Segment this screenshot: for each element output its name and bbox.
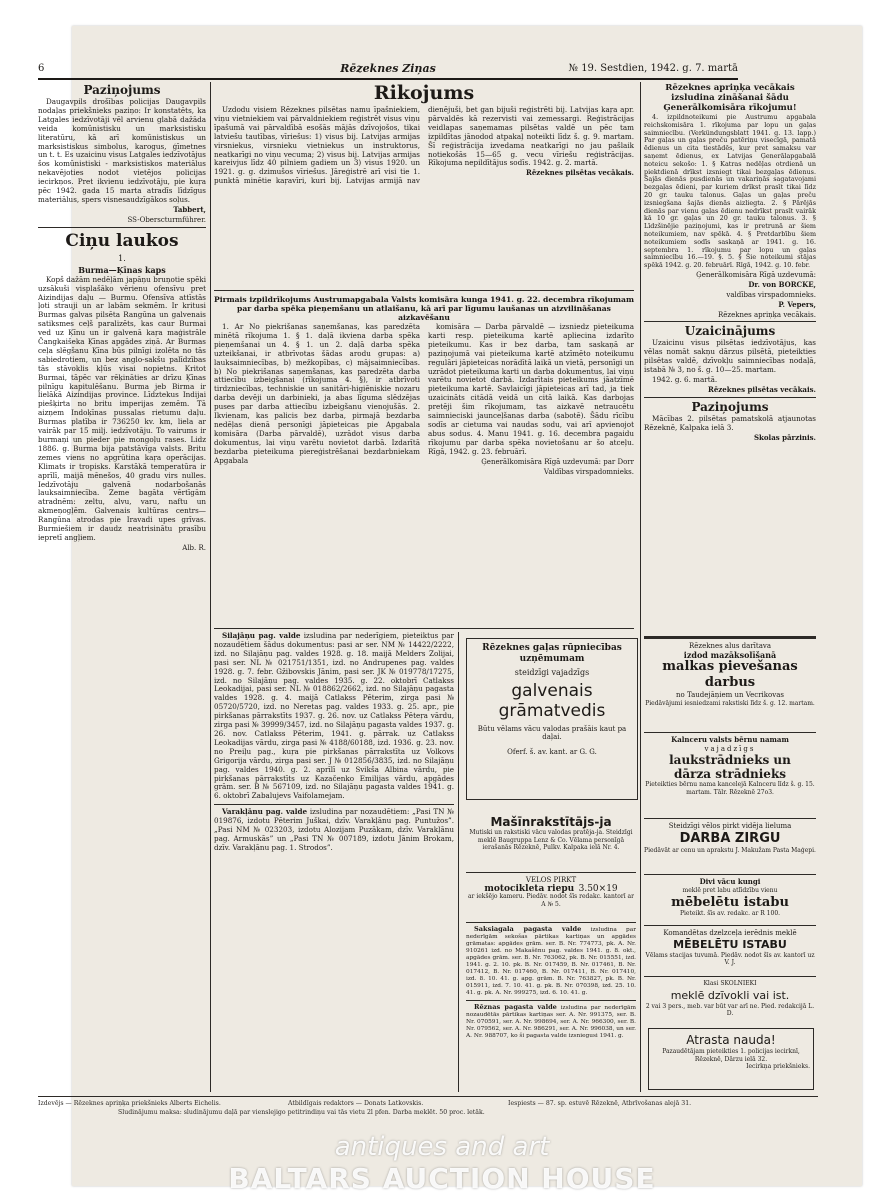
county-signature-title: valdības virspadomnieks. xyxy=(726,290,816,299)
article-signature: Alb. R. xyxy=(182,543,206,552)
county-body: 4. izpildnoteikumi pie Austrumu apgabala reichskomisāra 1. rīkojuma par lopu un gaļas saimniecību. (Verkündungsblatt 1941. g. 13. lapp.) Par gaļas un gaļas preču patēriņu visecīgā, pamatā ēdienus un cita tiestādēs, kur pret samaksu var saņemt ēdienus, ex Latvijas Ģenerālapgabalā noteicu sekošo: 1. § Katras nedēļas otrdienā un piektdienā drīkst izsniegt tikai bezgaļas ēdienus. Šajās dienās pusdienās un vakariņās sagatavojami bezgaļas ēdieni, par kuriem drīkst prasīt tikai līdz 20 gr. tauku talonus. Gaļas un gaļas preču izsniegšana šajās dienās aizliegta. 2. § Pārējās dienās par vienu gaļas ēdienu nedrīkst prasīt vairāk kā 10 gr. gaļas un 20 gr. tauku talonus. 3. § Līdzšinējie paziņojumi, kas ir pretrunā ar šiem noteikumiem, nav spēkā. 4. § Pretdarbību šiem noteikumiem sodīs saskaņā ar 1941. g. 16. septembra 1. rīkojumu par lopu un gaļas saimniecību 16.—19. §. 5. § Šie noteikumi stājas spēkā 1942. g. 20. februārī. Rīgā, 1942. g. 10. febr. xyxy=(644,113,816,270)
ad-room-1-top: Divi vācu kungi xyxy=(699,878,761,886)
ad-orphanage-mid: vajadzīgs xyxy=(704,744,756,753)
ad-accountant xyxy=(466,638,638,800)
ad-tire-top: VĒLOS PIRKT xyxy=(525,876,577,884)
ad-room-3-big: meklē dzīvokli vai ist. xyxy=(670,988,790,1002)
county-elder-title: Rēzeknes apriņķa vecākais. xyxy=(717,310,816,319)
column-divider xyxy=(640,82,641,1092)
section-divider xyxy=(214,628,634,629)
orders-left: 1. Ar No piekrišanas saņemšanas, kas paredzēta minētā rīkojuma 1. § 1. daļā ikviena darba spēka pieņemšanai un 4. § 1. un 2. daļā darba spēka uzteikšanai, ir atbrīvotas šādas arodu grupas: a) lauksaimniecības, b) mežkopības, c) mājsaimniecības. b) No piekrišanas saņemšanas, kas paredzēta darba attiecību izbeigšanai (rīkojuma 4. §), ir atbrīvoti tirdzniecības, techniskie un sanitāri-higiēniskie nozaru darba devēji un darbinieki, ja abas līguma slēdzējas puses par darba attiecību izbeigšanu vienojušās. 2. Ikvienam, kas palicis bez darba, pirmajā bezdarba nedēļas dienā personīgi jāpieteicas pie Apgabala komisāra (Darba pārvaldē), uzrādot visus darba dokumentus, lai viņu varētu novietot darbā. Izdarītā bezdarba pieteikuma piereģistrēšanai bezdarbniekam Apgabala xyxy=(214,322,420,465)
section-divider xyxy=(644,636,816,639)
ad-typist-title: Mašīnrakstītājs-ja xyxy=(490,815,612,829)
ad-room-1-mid: meklē pret labu atlīdzību vienu xyxy=(682,886,778,894)
footer-editor: Atbildīgais redaktors — Donats Latkovskis. xyxy=(288,1100,424,1107)
ad-orphanage-big1: laukstrādnieks un xyxy=(669,753,791,768)
ad-found-money xyxy=(648,1028,814,1090)
ad-brewery-small: Piedāvājumi iesniedzami rakstiski līdz š. g. 12. martam. xyxy=(645,699,815,707)
watermark-line-2: BALTARS AUCTION HOUSE xyxy=(228,1162,656,1195)
invitation-signature: Rēzeknes pilsētas vecākais. xyxy=(708,385,816,394)
orders-signature-title: Valdības virspadomnieks. xyxy=(543,467,634,476)
ad-room-2 xyxy=(644,929,816,973)
notice-signature-title: SS-Oberscturmführer. xyxy=(127,215,206,224)
ad-room-1-small: Pieteikt. šīs av. redakc. ar R 100. xyxy=(679,910,781,918)
ad-orphanage-small: Pieteikties bērnu nama kancelejā Kalnceru līdz š. g. 15. martam. Tālr. Rēzeknē 27o3. xyxy=(645,781,815,796)
footer-publisher: Izdevējs — Rēzeknes apriņķa priekšnieks Alberts Eichelis. xyxy=(38,1100,221,1107)
invitation-body: Uzaicinu visus pilsētas iedzīvotājus, kas vēlas nomāt sakņu dārzus pilsētā, pieteikties pilsētas valdē, dzīvokļu saimniecības nodaļā, istabā № 3, no š. g. 10—25. martam. xyxy=(644,338,816,375)
ad-room-3-top: Klasi SKOLNIEKI xyxy=(703,980,757,987)
reznas-notice: Rēznas pagasta valde izsludina par nederīgām nozaudētās pārtikas kartiņas ser. A. Nr. 991375, ser. B. Nr. 070591, ser. A. Nr. 998694, ser. A. Nr. 966300, ser. B. Nr. 079562, ser. A. Nr. 986291, ser. A. Nr. 996038, un ser. A. Nr. 988707, ko ši pagasta valde izsniegusi 1941. g. xyxy=(466,1004,636,1039)
ad-room-2-small: Vēlams stacijas tuvumā. Piedāv. nodot šīs av. kantorī uz V. J. xyxy=(645,951,815,967)
masthead: Rēzeknes Ziņas xyxy=(340,62,436,75)
column-divider xyxy=(210,82,211,1092)
ad-accountant-small: Oferf. š. av. kant. ar G. G. xyxy=(507,747,597,756)
ad-brewery xyxy=(644,642,816,728)
section-divider xyxy=(466,872,636,873)
column-1 xyxy=(38,82,206,1092)
section-divider xyxy=(214,804,454,805)
notice-body: Daugavpils drošības policijas Daugavpils nodaļas priekšnieks paziņo: Ir konstatēts, ka Latgales iedzīvotāji vēl arvienu glabā dažāda veida komūnistisku un marksistisku literatūru, kā arī komūnistiskus un marksistiskus simbolus, karogus, ģīmetnes un t. t. Es uzaicinu visus Latgales iedzīvotājus šos komūnistiski - marksistiskos materiālus nekavējoties nodot vietējos policijas iecirkņos. Pret ikvienu iedzīvotāju, pie kuŗa pēc 1942. gada 15 marta atradīs līdzīgus materiālus, spers visnesaudzīgākos soļus. xyxy=(38,97,206,204)
county-signature: Ģenerālkomisāra Rīgā uzdevumā: xyxy=(696,270,816,279)
ad-orphanage-top: Kalnceru valsts bērnu namam xyxy=(671,736,789,744)
issue-date: № 19. Sestdien, 1942. g. 7. martā xyxy=(568,63,738,74)
ad-room-3-small: 2 vai 3 pers., meb. var būt var arī ne. Pied. redakcijā L. D. xyxy=(645,1002,815,1018)
orders-heading: Pirmais izpildrīkojums Austrumapgabala Valsts komisāra kunga 1941. g. 22. decembra rīkojumam par darba spēka pieņemšanu un atlaišanu, kā arī par līgumu laušanas un aizvilināšanas aizkavēšanu xyxy=(214,295,634,322)
ad-accountant-big: galvenais grāmatvedis xyxy=(498,680,606,721)
section-title: Ciņu laukos xyxy=(65,230,179,251)
varaklani-notice: Varakļānu pag. valde izsludina par nozaudētiem: „Pasi TN № 019876, izdotu Pēterim Juškai, dzīv. Varakļānu pag. Puntužos”. „Pasi NM № 023203, izdotu Alozijam Puzākam, dzīv. Varakļānu pag. Armuskās” un „Pasi TN № 007189, izdotu Jānim Brokam, dzīv. Varakļānu pag. 1. Strodos”. xyxy=(214,807,454,852)
ad-accountant-text: Būtu vēlams vācu valodas prašāis kaut pa daļai. xyxy=(477,724,627,742)
notice-signature: Tabbert, xyxy=(173,204,206,214)
header-rule xyxy=(38,78,738,80)
page-number: 6 xyxy=(38,63,45,74)
ad-brewery-big: malkas pievešanas darbus xyxy=(662,659,798,691)
orders-signature: Ģenerālkomisāra Rīgā uzdevumā: par Dorr xyxy=(481,457,634,466)
ad-accountant-top: Rēzeknes gaļas rūpniecības uzņēmumam xyxy=(482,643,622,664)
ad-horse xyxy=(644,822,816,870)
saksiagala-notice: Saksiagala pagasta valde izsludina par nederīgām sekošas pārtikas kartiņas un apgādes grāmatas: apgādes grām. ser. B. Nr. 774773, pk. A. Nr. 910261 izd. no Makašēnu pag. valdes 1941. g. 8. okt., apgādes grām. ser. B. Nr. 763062, pk. B. Nr. 015551, izd. 1941. g. 2. 10. pk. B. Nr. 017459, B. Nr. 017461, B. Nr. 017412, B. Nr. 017460, B. Nr. 017411, B. Nr. 017410, izd. 8. 10. 41. g. apg. grām. B. Nr. 763827, pk. B. Nr. 015911, izd. 7. 10. 41. g. pk. B. Nr. 070398, izd. 25. 10. 41. g. pk. A. Nr. 999275, izd. 6. 10. 41. g. xyxy=(466,926,636,996)
ad-brewery-mid: izdod mazāksolīšanā xyxy=(683,649,777,660)
ad-found-money-text: Pazaudētājam pieteikties 1. policijas iecirknī, Rēzeknē, Dārzu ielā 32. xyxy=(662,1048,800,1063)
footer-rule xyxy=(38,1096,818,1097)
county-signature-name: Dr. von BORCKE, xyxy=(748,279,816,289)
ad-tire xyxy=(466,876,636,921)
ad-room-2-top: Komandētas dzelzceļa ierēdnis meklē xyxy=(663,929,797,937)
ad-room-1 xyxy=(644,878,816,922)
rikojums-body: Uzdodu visiem Rēzeknes pilsētas namu īpašniekiem, viņu vietniekiem vai pārvaldniekiem reģistrēt visus viņu īpašumā vai pārvaldībā esošās mājās dzīvojošos, tikai latviešu tautības, vīriešus: 1) visus bij. Latvijas armijas virsniekus, virsnieku vietniekus un instruktorus, neatkarīgi no viņu vecuma; 2) visus bij. Latvijas armijas kareivjus līdz 40 pilniem gadiem un 3) visus 1920. un 1921. g. g. dzimušos vīriešus. Jāreģistrē arī visi tie 1. punktā minētie kaŗavīri, kuri bij. Latvijas armijā nav dienējuši, bet gan bijuši reģistrēti bij. Latvijas kaŗa apr. pārvaldēs kā rezervisti vai zemessargi. Reģistrācijas veidlapas saņemamas pilsētas valdē un pēc tam izpildītas jānodod atpakaļ noteikti līdz š. g. 9. martam. Šī reģistrācija izvedama neatkarīgi no jau pašlaik notiekošās 15—65 g. vecu vīriešu reģistrācijas. Rīkojuma nepildītājus sodīs. 1942. g. 2. martā. xyxy=(214,105,634,186)
article-number: 1. xyxy=(118,253,126,263)
section-divider xyxy=(644,874,816,875)
orders-right: komisāra — Darba pārvaldē — izsniedz pieteikuma karti resp. pieteikuma kartē apliecina izdarīto pieteikumu. Kas ir bez darba, tam saskaņā ar paziņojumā vai pieteikuma kartē atzīmēto noteikumu regulāri jāpieteicas norādītā laikā un vietā, personīgi un uzrādot pieteikuma karti un darba dokumentus, lai viņu varētu novietot darbā. Izdarītais pieteikums jāatzīmē pieteikuma kartē. Savlaicīgi jāpieteicas arī tad, ja tiek uzaicināts citādā veidā un citā laikā. Kas darbojas pretēji šim rīkojumam, tas aizkavē netraucētu saimnieciski jaunceļšanas darba (sabotē). Šādu rīcību sodīs ar cietuma vai naudas sodu, vai arī apvienojot abus sodus. 4. Manu 1941. g. 16. decembra pagaidu rīkojumu par darba spēka novietošanu ar šo atceļu. Rīgā, 1942. g. 23. februārī. xyxy=(428,322,634,456)
section-divider xyxy=(466,1000,636,1001)
ad-horse-big: DARBA ZIRGU xyxy=(679,830,781,846)
ad-orphanage-big2: dārza strādnieks xyxy=(673,767,787,782)
ad-typist-text: Mutiski un rakstiski vācu valodas pratēja-ja. Steidzīgi meklē Baugruppa Lenz & Co. Vēlama personīgā ierašanās Rēzeknē, Pulkv. Kalpaka ielā Nr. 4. xyxy=(469,829,633,851)
ad-horse-small: Piedāvāt ar cenu un aprakstu J. Makužam Pasta Maģepi. xyxy=(644,846,816,854)
ad-orphanage xyxy=(644,736,816,814)
article-body: Kopš dažām nedēļām japāņu bruņotie spēki uzsākuši visplašāko vērienu ofensīvu pret Aizindijas daļu — Burmu. Ofensīva attīstās ļoti strauji un ar labām sekmēm. Ir kritusi Burmas galvas pilsēta Rangūna un galvenais satiksmes ceļš paralizēts, kas caur Burmai ved uz Ķīnu un ir galvenā kaŗa maģistrāle Čangkaišeka Ķīnas apgādes ziņā. Ar Burmas ceļa slēgšanu Ķīna būs pilnīgi izolēta no tās sabiedrotiem, un bez anglo-sakšu palīdzības tās stāvoklis kļūs visai nopietns. Kritot Burmai, tāpēc var rēķināties ar drīzu Ķīnas pilnīgu kapitulēšanu. Burma jeb Birma ir lielākā Aizindijas province. Līdztekus Indijai piešķirta no britu imperijas zemēm. Tā aizņem Indoķīnas pussalas rietumu daļu. Burmas platība ir 736250 kv. km, liela ar vairāk par 15 milj. iedzīvotāju. To vairums ir burmaņi un pieder pie mongoļu rases. Lidz 1886. g. Burma bija patstāvīga valsts. Britu zemes viens no apgrūtina kaŗa operācijas. Klimats ir tropisks. Karstākā temperatūra ir aprīlī, maijā mēnešos, 40 gradu virs nulles. Iedzīvotāju galvenā nodarbošanās lauksaimniecība. Zeme bagāta vērtīgām atradnēm: zeltu, alvu, varu, naftu un akmeņogļēm. Galvenais kultūras centrs—Rangūna atrodas pie Iravadi upes grīvas. Burmiešiem ir daudz neatrisinātu prasību iepretī angļiem. xyxy=(38,274,206,542)
ad-room-1-big: mēbelētu istabu xyxy=(671,895,789,911)
footer-printer: Iespiests — 87. sp. estuvē Rēzeknē, Atbrīvošanas alejā 31. xyxy=(508,1100,692,1107)
school-notice-signature: Skolas pārzinis. xyxy=(753,432,816,442)
school-notice-title: Paziņojums xyxy=(691,399,769,414)
school-notice-body: Mācības 2. pilsētas pamatskolā atjaunotas Rēzeknē, Kalpaka ielā 3. xyxy=(644,413,816,432)
section-divider xyxy=(466,922,636,923)
section-divider xyxy=(644,321,816,322)
article-subtitle: Burma—Ķīnas kaps xyxy=(78,264,166,275)
ad-room-3 xyxy=(644,980,816,1026)
section-divider xyxy=(644,818,816,819)
rikojums-signature: Rēzeknes pilsētas vecākais. xyxy=(526,168,634,178)
section-divider xyxy=(644,925,816,926)
section-divider xyxy=(214,290,634,291)
notice-title: Paziņojums xyxy=(83,83,161,97)
rikojums-title: Rikojums xyxy=(373,82,475,104)
page-header xyxy=(38,63,738,77)
silajani-notice: Silajāņu pag. valde izsludina par nederīgiem, pieteiktus par nozaudētiem šādus dokumentus: pasi ar ser. NM № 14422/2222, izd. no Silajāņu pag. valdes 1928. g. 18. maijā Melders Zolijai, pasi ser. NL № 021751/1351, izd. no Andrupenes pag. valdes 1928. g. 7. febr. Gžibovskis Jānim, pasi ser. JK № 019778/17275, izd. no Silajāņu pag. valdes 1935. g. 22. oktobrī Catlakss Leokadijai, pasi ser. NL № 018862/2662, izd. no Silajāņu pagasta valdes 1928. g. 4. maijā Catlakss Pēterim, zirga pasi № 05720/5720, izd. no Neretas pag. valdes 1933. g. 25. apr., pie pirkšanas pārrakstīts 1937. g. 26. nov. uz Catlakss Pēteŗa vārdu, zirga pasi № 39999/3457, izd. no Silajāņu pagasta valdes 1937. g. 26. nov. Catlakss Pēterim, 1941. g. pārrak. uz Catlakss Leokadijas vārdu, zirga pasi № 4188/60188, izd. 1936. g. 23. nov. no Preiļu pag., kuŗa pie pirkšanas pārrakstīta uz Volkovs Grigorija vārdu, zirga pasi ser. J № 012856/3835, izd. no Silajāņu pag. valdes 1940. g. 2. aprīlī uz Svikša Albina vārdu, pie pirkšanas pārrakstīts uz Kazačenko Emilijas vārdu, apgādes grām. ser. B № 567109, izd. no Silajāņu pagasta valdes 1941. g. 6. oktobrī Zabalujevs Vaifolamejam. xyxy=(214,632,454,801)
section-divider xyxy=(644,732,816,733)
orders-article xyxy=(214,294,634,626)
ad-typist xyxy=(466,815,636,870)
ad-horse-top: Steidzīgi vēlos pirkt vidēja lieluma xyxy=(668,822,792,830)
ad-brewery-top: Rēzeknes alus darītava xyxy=(688,642,772,650)
ad-tire-text: ar iekšējo kameru. Piedāv. nodot šīs redakc. kantorī ar A № 5. xyxy=(467,893,634,908)
county-title: Rēzeknes apriņķa vecākais izsludina zināšanai šādu Ģenerālkomisāra rīkojumu! xyxy=(663,83,797,113)
silajani-notices xyxy=(214,632,454,1092)
county-elder-name: P. Vepers, xyxy=(778,299,816,309)
ad-found-money-title: Atrasta nauda! xyxy=(686,1033,776,1047)
rikojums-article xyxy=(214,82,634,282)
ad-tire-title: motocikleta riepu 3.50×19 xyxy=(484,883,618,894)
watermark-line-1: antiques and art xyxy=(334,1132,550,1162)
section-divider xyxy=(644,976,816,977)
ad-accountant-mid: steidzīgi vajadzīgs xyxy=(514,668,590,677)
invitation-title: Uzaicinājums xyxy=(684,324,776,339)
column-4 xyxy=(644,82,816,642)
section-divider xyxy=(644,397,816,398)
footer-ad-rates: Sludinājumu maksa: sludinājumu daļā par vienslejigo petitrindiņu vai tās vietu 2l pfen. Darba meklēt. 50 proc. letāk. xyxy=(118,1109,485,1116)
section-divider xyxy=(38,227,206,228)
invitation-date: 1942. g. 6. martā. xyxy=(652,375,718,385)
column-divider xyxy=(458,632,459,1092)
ad-brewery-text: no Taudejāņiem un Vecrikovas xyxy=(676,691,784,700)
ad-room-2-big: MĒBELĒTU ISTABU xyxy=(673,937,787,951)
ad-found-money-sign: Iecirkņa priekšnieks. xyxy=(746,1063,810,1070)
